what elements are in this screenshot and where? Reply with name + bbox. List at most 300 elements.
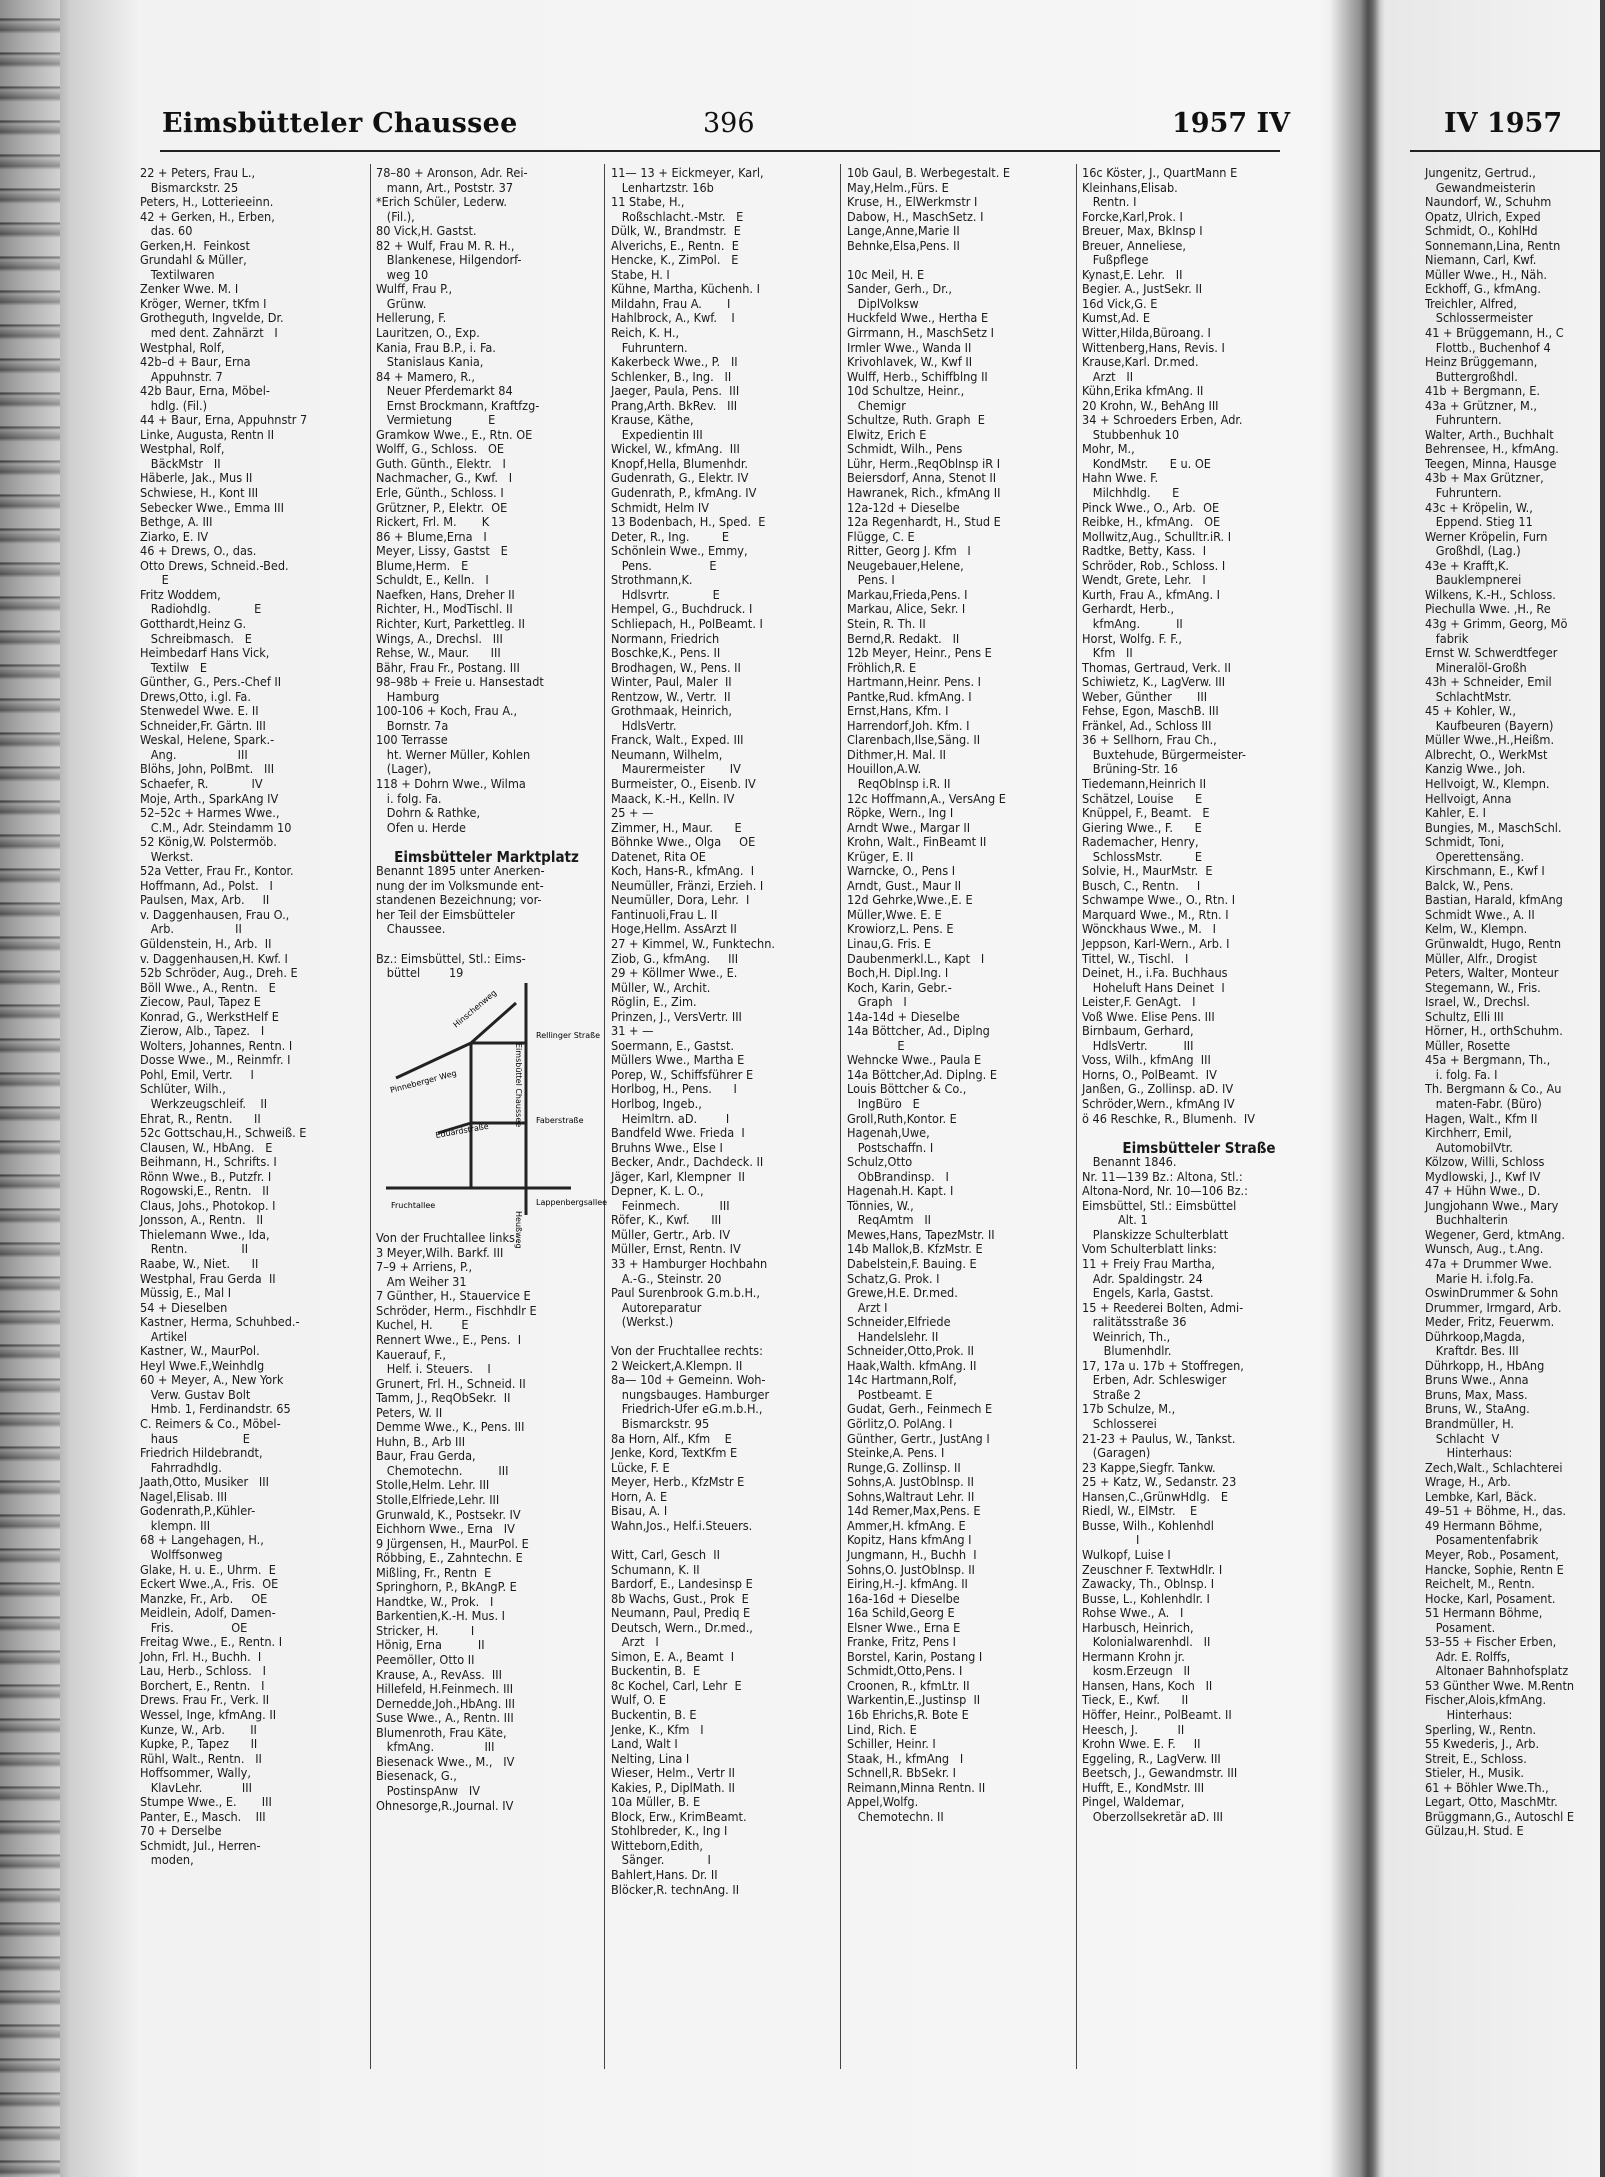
directory-entry: Eckert Wwe.,A., Fris. OE <box>140 1576 279 1592</box>
directory-entry: Erle, Günth., Schloss. I <box>376 485 504 501</box>
directory-entry <box>611 1533 827 1548</box>
directory-entry: Böhnke Wwe., Olga OE <box>611 834 756 850</box>
directory-entry: 12b Meyer, Heinr., Pens E <box>847 645 992 661</box>
directory-entry: Arzt I <box>611 1634 659 1650</box>
directory-entry: Rentn. II <box>140 1241 249 1257</box>
directory-entry: Nelting, Lina I <box>611 1750 690 1766</box>
directory-entry: Gewandmeisterin <box>1425 179 1536 195</box>
directory-entry: Jaath,Otto, Musiker III <box>140 1474 269 1490</box>
directory-entry: Burmeister, O., Eisenb. IV <box>611 775 756 791</box>
directory-entry: Franck, Walt., Exped. III <box>611 732 744 748</box>
directory-entry: Dabelstein,F. Bauing. E <box>847 1256 977 1272</box>
directory-entry: 13 Bodenbach, H., Sped. E <box>611 514 766 530</box>
directory-entry: 68 + Langehagen, H., <box>140 1532 264 1548</box>
directory-entry: Harbusch, Heinrich, <box>1082 1619 1194 1635</box>
directory-entry: Hönig, Erna II <box>376 1637 485 1653</box>
directory-entry: Bardorf, E., Landesinsp E <box>611 1576 753 1592</box>
directory-entry: Tönnies, W., <box>847 1197 914 1213</box>
directory-entry: v. Daggenhausen, Frau O., <box>140 906 290 922</box>
directory-entry: Jonsson, A., Rentn. II <box>140 1212 264 1228</box>
directory-entry: 42b–d + Baur, Erna <box>140 354 251 370</box>
directory-entry: Chaussee. <box>376 921 446 937</box>
directory-entry: Drews. Frau Fr., Verk. II <box>140 1692 270 1708</box>
directory-entry: Posament. <box>1425 1619 1496 1635</box>
directory-entry: Guth. Günth., Elektr. I <box>376 455 506 471</box>
directory-entry: Schlossermeister <box>1425 310 1533 326</box>
directory-entry: Meyer, Lissy, Gastst E <box>376 543 508 559</box>
directory-entry: Vom Schulterblatt links: <box>1082 1241 1217 1257</box>
map-street-label: Fruchtallee <box>391 1200 436 1210</box>
directory-entry: Bz.: Eimsbüttel, Stl.: Eims- <box>376 950 526 966</box>
directory-entry: Kolonialwarenhdl. II <box>1082 1634 1211 1650</box>
directory-entry: Horst, Wolfg. F. F., <box>1082 630 1182 646</box>
directory-entry: Rogowski,E., Rentn. II <box>140 1183 269 1199</box>
directory-entry: Witter,Hilda,Büroang. I <box>1082 325 1211 341</box>
directory-entry: Jungmann, H., Buchh I <box>847 1546 977 1562</box>
directory-entry: Begier. A., JustSekr. II <box>1082 281 1203 297</box>
directory-entry: Tittel, W., Tischl. I <box>1082 950 1189 966</box>
directory-entry: Mineralöl-Großh <box>1425 659 1527 675</box>
directory-entry: 61 + Böhler Wwe.Th., <box>1425 1779 1549 1795</box>
directory-entry: Otto Drews, Schneid.-Bed. <box>140 557 289 573</box>
directory-entry: OswinDrummer & Sohn <box>1425 1285 1559 1301</box>
directory-entry: Peters, H., Lotterieeinn. <box>140 194 274 210</box>
directory-entry: Hancke, Sophie, Rentn E <box>1425 1561 1564 1577</box>
directory-entry: Bahlert,Hans. Dr. II <box>611 1866 718 1882</box>
directory-entry: Ernst Brockmann, Kraftfzg- <box>376 397 540 413</box>
directory-entry: Buchhalterin <box>1425 1212 1508 1228</box>
directory-entry: Peters, W. II <box>376 1404 443 1420</box>
directory-entry: Warncke, O., Pens I <box>847 863 956 879</box>
directory-entry: Wendt, Grete, Lehr. I <box>1082 572 1206 588</box>
directory-entry: Hörner, H., orthSchuhm. <box>1425 1023 1563 1039</box>
directory-entry: SchlossMstr. E <box>1082 848 1203 864</box>
directory-column-right-page <box>1425 166 1605 1839</box>
street-section-heading: Eimsbütteler Marktplatz <box>394 847 579 866</box>
directory-entry: Ziecow, Paul, Tapez E <box>140 994 261 1010</box>
directory-entry: Forcke,Karl,Prok. I <box>1082 208 1183 224</box>
directory-entry: Hagenah.H. Kapt. I <box>847 1183 954 1199</box>
directory-entry: Hermann Krohn jr. <box>1082 1648 1185 1664</box>
directory-entry: 12a Regenhardt, H., Stud E <box>847 514 1001 530</box>
map-street-label: Eimsbüttel Chaussee <box>514 1042 523 1127</box>
directory-entry: Schaefer, R. IV <box>140 775 263 791</box>
directory-entry: Stolle,Elfriede,Lehr. III <box>376 1492 500 1508</box>
directory-entry: Ohnesorge,R.,Journal. IV <box>376 1797 514 1813</box>
directory-entry: her Teil der Eimsbütteler <box>376 906 515 922</box>
directory-entry: Elwitz, Erich E <box>847 426 927 442</box>
directory-entry: 12a-12d + Dieselbe <box>847 499 960 515</box>
directory-entry: Roßschlacht.-Mstr. E <box>611 208 744 224</box>
directory-entry: 25 + — <box>611 805 654 821</box>
directory-entry: ö 46 Reschke, R., Blumenh. IV <box>1082 1110 1255 1126</box>
directory-entry: Deutsch, Wern., Dr.med., <box>611 1619 753 1635</box>
directory-entry: Schröder, Herm., Fischhdlr E <box>376 1302 537 1318</box>
directory-entry: Pens. E <box>611 557 717 573</box>
directory-entry: Lücke, F. E <box>611 1459 670 1475</box>
directory-entry: 14a-14d + Dieselbe <box>847 1008 960 1024</box>
directory-entry: Baur, Frau Gerda, <box>376 1448 476 1464</box>
directory-entry: Schlenker, B., Ing. II <box>611 368 732 384</box>
directory-entry: Busch, C., Rentn. I <box>1082 877 1201 893</box>
directory-entry: Schlüter, Wilh., <box>140 1081 226 1097</box>
directory-entry: 52a Vetter, Frau Fr., Kontor. <box>140 863 294 879</box>
directory-entry: Grützner, P., Elektr. OE <box>376 499 508 515</box>
directory-entry: Westphal, Rolf, <box>140 339 225 355</box>
directory-entry: Jäger, Karl, Klempner II <box>611 1168 745 1184</box>
directory-entry: Bethge, A. III <box>140 514 213 530</box>
directory-entry: Rühl, Walt., Rentn. II <box>140 1750 262 1766</box>
directory-entry: *Erich Schüler, Lederw. <box>376 194 507 210</box>
directory-entry: Zenker Wwe. M. I <box>140 281 239 297</box>
directory-entry: Wulff, Frau P., <box>376 281 453 297</box>
directory-entry: ReqOblnsp i.R. II <box>847 775 951 791</box>
directory-entry: Ang. III <box>140 746 248 762</box>
directory-entry: Beihmann, H., Schrifts. I <box>140 1154 277 1170</box>
directory-entry: Kopitz, Hans kfmAng I <box>847 1532 972 1548</box>
directory-entry: Alverichs, E., Rentn. E <box>611 237 739 253</box>
directory-entry: 16b Ehrichs,R. Bote E <box>847 1706 969 1722</box>
directory-entry: 33 + Hamburger Hochbahn <box>611 1256 768 1272</box>
directory-entry: Eimsbüttel, Stl.: Eimsbüttel <box>1082 1197 1237 1213</box>
directory-entry: Wulf, O. E <box>611 1692 667 1708</box>
directory-entry: Boschke,K., Pens. II <box>611 645 721 661</box>
directory-entry: Reibke, H., kfmAng. OE <box>1082 514 1221 530</box>
directory-entry: Beiersdorf, Anna, Stenot II <box>847 470 997 486</box>
directory-entry: Birnbaum, Gerhard, <box>1082 1023 1194 1039</box>
directory-entry: Grunwald, K., Postsekr. IV <box>376 1506 521 1522</box>
directory-entry: Drews,Otto, i.gl. Fa. <box>140 688 251 704</box>
directory-entry: 49 Hermann Böhme, <box>1425 1517 1543 1533</box>
directory-entry: Günther, G., Pers.-Chef II <box>140 674 282 690</box>
directory-entry: Hoge,Hellm. AssArzt II <box>611 921 737 937</box>
directory-entry: 16c Köster, J., QuartMann E <box>1082 165 1238 180</box>
directory-entry: Kölzow, Willi, Schloss <box>1425 1154 1545 1170</box>
directory-entry: 31 + — <box>611 1023 654 1039</box>
directory-entry: Stricker, H. I <box>376 1622 475 1638</box>
directory-entry: haus E <box>140 1430 250 1446</box>
directory-entry: Opatz, Ulrich, Exped <box>1425 208 1541 224</box>
directory-entry: klempn. III <box>140 1517 211 1533</box>
directory-entry: Raabe, W., Niet. II <box>140 1256 259 1272</box>
directory-entry: 43h + Schneider, Emil <box>1425 674 1552 690</box>
directory-entry: Bisau, A. I <box>611 1503 668 1519</box>
directory-entry: hdlg. (Fil.) <box>140 397 208 413</box>
directory-entry: Hoheluft Hans Deinet I <box>1082 979 1225 995</box>
directory-entry: PostinspAnw IV <box>376 1782 480 1798</box>
directory-entry: Kröger, Werner, tKfm I <box>140 295 267 311</box>
directory-entry: Balck, W., Pens. <box>1425 877 1514 893</box>
directory-entry: Vermietung E <box>376 412 496 428</box>
directory-entry: Eggeling, R., LagVerw. III <box>1082 1750 1221 1766</box>
directory-entry: Blumenhdlr. <box>1082 1343 1172 1359</box>
directory-entry: Hempel, G., Buchdruck. I <box>611 601 753 617</box>
directory-entry: 80 Vick,H. Gastst. <box>376 223 477 239</box>
directory-entry: Breuer, Max, BkInsp I <box>1082 223 1203 239</box>
directory-entry: Schreibmasch. E <box>140 630 252 646</box>
directory-entry: Hoffsommer, Wally, <box>140 1765 251 1781</box>
directory-entry: Weskal, Helene, Spark.- <box>140 732 275 748</box>
directory-entry: Grewe,H.E. Dr.med. <box>847 1285 958 1301</box>
directory-entry: Mißling, Fr., Rentn E <box>376 1564 492 1580</box>
directory-entry: Gülzau,H. Stud. E <box>1425 1823 1524 1839</box>
directory-entry: Bruns, W., StaAng. <box>1425 1401 1530 1417</box>
directory-entry: Müller Wwe.,H.,Heißm. <box>1425 732 1555 748</box>
directory-entry: Hamburg <box>376 688 440 704</box>
directory-entry: Dülk, W., Brandmstr. E <box>611 223 741 239</box>
directory-entry: 16d Vick,G. E <box>1082 295 1158 311</box>
directory-entry: Kumst,Ad. E <box>1082 310 1151 326</box>
directory-entry: C.M., Adr. Steindamm 10 <box>140 819 292 835</box>
directory-entry: Horlbog, H., Pens. I <box>611 1081 737 1097</box>
directory-entry: May,Helm.,Fürs. E <box>847 179 949 195</box>
directory-entry: fabrik <box>1425 630 1469 646</box>
directory-entry: Wrage, H., Arb. <box>1425 1474 1511 1490</box>
directory-entry: 10c Meil, H. E <box>847 266 925 282</box>
directory-entry: Ziob, G., kfmAng. III <box>611 950 739 966</box>
directory-entry: (Lager), <box>376 761 432 777</box>
directory-entry: Flügge, C. E <box>847 528 915 544</box>
directory-entry: 14c Hartmann,Rolf, <box>847 1372 957 1388</box>
directory-entry: Kauerauf, F., <box>376 1346 446 1362</box>
directory-entry: Walter, Arth., Buchhalt <box>1425 426 1554 442</box>
directory-entry: Claus, Johs., Photokop. I <box>140 1197 276 1213</box>
directory-entry: Wolters, Johannes, Rentn. I <box>140 1037 293 1053</box>
directory-entry: Bornstr. 7a <box>376 717 449 733</box>
directory-entry: Pens. I <box>847 572 895 588</box>
map-street-label: Faberstraße <box>536 1115 584 1125</box>
directory-entry: Runge,G. Zollinsp. II <box>847 1459 961 1475</box>
directory-entry: med dent. Zahnärzt I <box>140 325 278 341</box>
directory-entry: Nagel,Elisab. III <box>140 1488 228 1504</box>
directory-entry: Müller, Rosette <box>1425 1037 1511 1053</box>
directory-entry: Warkentin,E.,Justinsp II <box>847 1692 981 1708</box>
directory-entry: Busse, L., Kohlenhdlr. I <box>1082 1590 1210 1606</box>
directory-entry: ht. Werner Müller, Kohlen <box>376 746 531 762</box>
directory-entry: Hellvoigt, Anna <box>1425 790 1512 806</box>
directory-entry: Markau, Alice, Sekr. I <box>847 601 966 617</box>
directory-entry: Arzt II <box>1082 368 1134 384</box>
directory-entry: Müssig, E., Mal I <box>140 1285 232 1301</box>
directory-entry: Land, Walt I <box>611 1736 678 1752</box>
page-header-street: Eimsbütteler Chaussee <box>162 108 518 139</box>
directory-entry: standenen Bezeichnung; vor- <box>376 892 542 908</box>
directory-entry: Jungenitz, Gertrud., <box>1425 165 1536 180</box>
directory-entry: Schmidt, Toni, <box>1425 834 1505 850</box>
directory-entry: Groll,Ruth,Kontor. E <box>847 1110 957 1126</box>
directory-entry: Fuhruntern. <box>1425 485 1502 501</box>
directory-entry: Elsner Wwe., Erna E <box>847 1619 961 1635</box>
directory-entry: Godenrath,P.,Kühler- <box>140 1503 256 1519</box>
directory-entry: Schätzel, Louise E <box>1082 790 1203 806</box>
directory-entry: HdlsVertr. <box>611 717 677 733</box>
page-header-year: 1957 IV <box>1172 108 1291 139</box>
directory-entry: Schmidt Wwe., A. II <box>1425 906 1535 922</box>
directory-entry: KlavLehr. III <box>140 1779 252 1795</box>
directory-entry: 55 Kwederis, J., Arb. <box>1425 1736 1540 1752</box>
directory-entry: 98–98b + Freie u. Hansestadt <box>376 674 544 690</box>
directory-entry: Schatz,G. Prok. I <box>847 1270 940 1286</box>
directory-entry: Schröder, Rob., Schloss. I <box>1082 557 1226 573</box>
directory-entry: Reichelt, M., Rentn. <box>1425 1576 1535 1592</box>
directory-entry: Tamm, J., ReqObSekr. II <box>376 1390 511 1406</box>
directory-entry: 46 + Drews, O., das. <box>140 543 257 559</box>
directory-entry: Reimann,Minna Rentn. II <box>847 1779 986 1795</box>
directory-entry: Stubbenhuk 10 <box>1082 426 1180 442</box>
directory-entry: Croonen, R., kfmLtr. II <box>847 1677 970 1693</box>
directory-entry: 23 Kappe,Siegfr. Tankw. <box>1082 1459 1216 1475</box>
directory-entry: E <box>847 1037 905 1053</box>
directory-entry: Röfer, K., Kwf. III <box>611 1212 722 1228</box>
directory-entry: Werkzeugschleif. II <box>140 1096 268 1111</box>
directory-entry: Dosse Wwe., M., Reinmfr. I <box>140 1052 291 1068</box>
directory-entry: Schultz, Elli III <box>1425 1008 1504 1024</box>
directory-column-2 <box>376 165 608 1813</box>
directory-entry: 11 + Freiy Frau Martha, <box>1082 1256 1216 1272</box>
directory-entry: Radiohdlg. E <box>140 601 262 617</box>
directory-entry: Ernst W. Schwerdtfeger <box>1425 645 1558 661</box>
directory-entry: Schmidt, Helm IV <box>611 499 709 515</box>
directory-entry: Großhdl, (Lag.) <box>1425 543 1521 559</box>
directory-entry: Schönlein Wwe., Emmy, <box>611 543 748 559</box>
directory-entry: 8a Horn, Alf., Kfm E <box>611 1430 732 1446</box>
directory-entry: Neugebauer,Helene, <box>847 557 964 573</box>
directory-entry: Borchert, E., Rentn. I <box>140 1677 265 1693</box>
directory-entry: 78–80 + Aronson, Adr. Rei- <box>376 165 528 180</box>
directory-entry: Krüger, E. II <box>847 848 914 864</box>
directory-entry: Meidlein, Adolf, Damen- <box>140 1605 276 1621</box>
directory-entry: Wessel, Inge, kfmAng. II <box>140 1706 277 1722</box>
directory-entry: 15 + Reederei Bolten, Admi- <box>1082 1299 1244 1315</box>
directory-entry: Albrecht, O., WerkMst <box>1425 746 1548 762</box>
directory-entry: Nachmacher, G., Kwf. I <box>376 470 513 486</box>
directory-entry: Krause,Karl. Dr.med. <box>1082 354 1199 370</box>
directory-entry: Müller, W., Archit. <box>611 979 711 995</box>
directory-entry: Hahn Wwe. F. <box>1082 470 1159 486</box>
directory-entry: Schuldt, E., Kelln. I <box>376 572 489 588</box>
directory-entry: Ammer,H. kfmAng. E <box>847 1517 966 1533</box>
directory-entry: Hufft, E., KondMstr. III <box>1082 1779 1205 1795</box>
directory-entry: Krause, Käthe, <box>611 412 694 428</box>
directory-entry: Radtke, Betty, Kass. I <box>1082 543 1207 559</box>
directory-entry: Knüppel, F., Beamt. E <box>1082 805 1210 821</box>
directory-entry: Benannt 1895 unter Anerken- <box>376 863 545 879</box>
directory-entry: Zech,Walt., Schlachterei <box>1425 1459 1563 1475</box>
directory-entry: Sonnemann,Lina, Rentn <box>1425 237 1561 253</box>
directory-entry: Handtke, W., Prok. I <box>376 1593 494 1609</box>
directory-entry: ObBrandinsp. I <box>847 1168 949 1184</box>
directory-entry: Glake, H. u. E., Uhrm. E <box>140 1561 276 1577</box>
directory-entry: Thomas, Gertraud, Verk. II <box>1082 659 1231 675</box>
directory-entry: Neumüller, Fränzi, Erzieh. I <box>611 877 764 893</box>
directory-entry: Naundorf, W., Schuhm <box>1425 194 1552 210</box>
directory-entry: Peters, Walter, Monteur <box>1425 965 1559 981</box>
directory-entry: Deinet, H., i.Fa. Buchhaus <box>1082 965 1228 981</box>
directory-entry: kfmAng. II <box>1082 615 1183 631</box>
directory-entry: Kanzig Wwe., Joh. <box>1425 761 1526 777</box>
directory-entry: Th. Bergmann & Co., Au <box>1425 1081 1562 1097</box>
directory-entry: Bernd,R. Redakt. II <box>847 630 960 646</box>
directory-entry: Friedrich Hildebrandt, <box>140 1445 263 1461</box>
directory-entry: 82 + Wulf, Frau M. R. H., <box>376 237 515 253</box>
directory-entry: Horns, O., PolBeamt. IV <box>1082 1066 1217 1082</box>
directory-entry: Expedientin III <box>611 426 703 442</box>
directory-entry: Grunert, Frl. H., Schneid. II <box>376 1375 526 1391</box>
directory-entry: Gotthardt,Heinz G. <box>140 615 247 631</box>
directory-entry: Wittenberg,Hans, Revis. I <box>1082 339 1225 355</box>
directory-entry: HdlsVertr. III <box>1082 1037 1194 1053</box>
directory-entry: Textilwaren <box>140 266 215 282</box>
directory-entry: Schnell,R. BbSekr. I <box>847 1765 957 1781</box>
directory-entry: Dernedde,Joh.,HbAng. III <box>376 1695 515 1711</box>
directory-entry: Rohse Wwe., A. I <box>1082 1605 1184 1621</box>
directory-entry: Franke, Fritz, Pens I <box>847 1634 957 1650</box>
directory-entry: Stohlbreder, K., Ing I <box>611 1823 728 1839</box>
directory-entry: 29 + Köllmer Wwe., E. <box>611 965 738 981</box>
directory-entry: Rentn. I <box>1082 194 1137 210</box>
directory-entry: Voss, Wilh., kfmAng III <box>1082 1052 1211 1068</box>
directory-entry: 45 + Kohler, W., <box>1425 703 1516 719</box>
directory-entry: Stabe, H. I <box>611 266 670 282</box>
map-street-label: Lappenbergsallee <box>536 1197 608 1207</box>
directory-entry: Schneider,Fr. Gärtn. III <box>140 717 266 733</box>
directory-entry: Koch, Karin, Gebr.- <box>847 979 952 995</box>
directory-entry: Häberle, Jak., Mus II <box>140 470 253 486</box>
directory-entry: 8a— 10d + Gemeinn. Woh- <box>611 1372 766 1388</box>
directory-entry: Sebecker Wwe., Emma III <box>140 499 284 515</box>
directory-entry: nungsbauges. Hamburger <box>611 1386 770 1402</box>
directory-entry: Zierow, Alb., Tapez. I <box>140 1023 265 1039</box>
directory-entry: Springhorn, P., BkAngP. E <box>376 1579 517 1595</box>
directory-entry: SchlachtMstr. <box>1425 688 1512 704</box>
directory-entry: Jeppson, Karl-Wern., Arb. I <box>1082 935 1230 951</box>
directory-entry: (Werkst.) <box>611 1314 674 1330</box>
directory-entry: Soermann, E., Gastst. <box>611 1037 735 1053</box>
directory-entry: kosm.Erzeugn II <box>1082 1663 1191 1679</box>
directory-entry: 100-106 + Koch, Frau A., <box>376 703 518 719</box>
directory-entry: Legart, Otto, MaschMtr. <box>1425 1794 1558 1810</box>
directory-entry: 7–9 + Arriens, P., <box>376 1259 473 1275</box>
directory-entry: Wegener, Gerd, ktmAng. <box>1425 1226 1565 1242</box>
directory-entry: Huckfeld Wwe., Hertha E <box>847 310 989 326</box>
directory-entry: Manzke, Fr., Arb. OE <box>140 1590 268 1606</box>
directory-entry: 70 + Derselbe <box>140 1823 222 1839</box>
directory-entry: Blöhs, John, PolBmt. III <box>140 761 275 777</box>
directory-entry: Krause, A., RevAss. III <box>376 1666 502 1682</box>
directory-entry: A.-G., Steinstr. 20 <box>611 1270 722 1286</box>
directory-entry: Appuhnstr. 7 <box>140 368 223 384</box>
directory-entry: Bauklempnerei <box>1425 572 1522 588</box>
directory-entry: 3 Meyer,Wilh. Barkf. III <box>376 1244 504 1260</box>
directory-entry: 36 + Sellhorn, Frau Ch., <box>1082 732 1217 748</box>
directory-entry: Schwiese, H., Kont III <box>140 485 259 501</box>
directory-entry: Stein, R. Th. II <box>847 615 926 631</box>
directory-entry: Adr. E. Rolffs, <box>1425 1648 1511 1664</box>
directory-entry: Bismarckstr. 25 <box>140 179 239 195</box>
directory-entry: Kakerbeck Wwe., P. II <box>611 354 738 370</box>
directory-entry: Kirschmann, E., Kwf I <box>1425 863 1545 879</box>
directory-entry: Gerken,H. Feinkost <box>140 237 250 253</box>
directory-entry: Meyer, Herb., KfzMstr E <box>611 1474 745 1490</box>
directory-entry: Schneider,Elfriede <box>847 1314 951 1330</box>
directory-entry: Brandmüller, H. <box>1425 1416 1514 1432</box>
directory-entry: Moje, Arth., SparkAng IV <box>140 790 279 806</box>
directory-entry: Markau,Frieda,Pens. I <box>847 586 968 602</box>
directory-entry: Sperling, W., Rentn. <box>1425 1721 1537 1737</box>
directory-entry: Planskizze Schulterblatt <box>1082 1226 1229 1242</box>
directory-entry: Hawranek, Rich., kfmAng II <box>847 485 1001 501</box>
directory-entry: Prang,Arth. BkRev. III <box>611 397 738 413</box>
